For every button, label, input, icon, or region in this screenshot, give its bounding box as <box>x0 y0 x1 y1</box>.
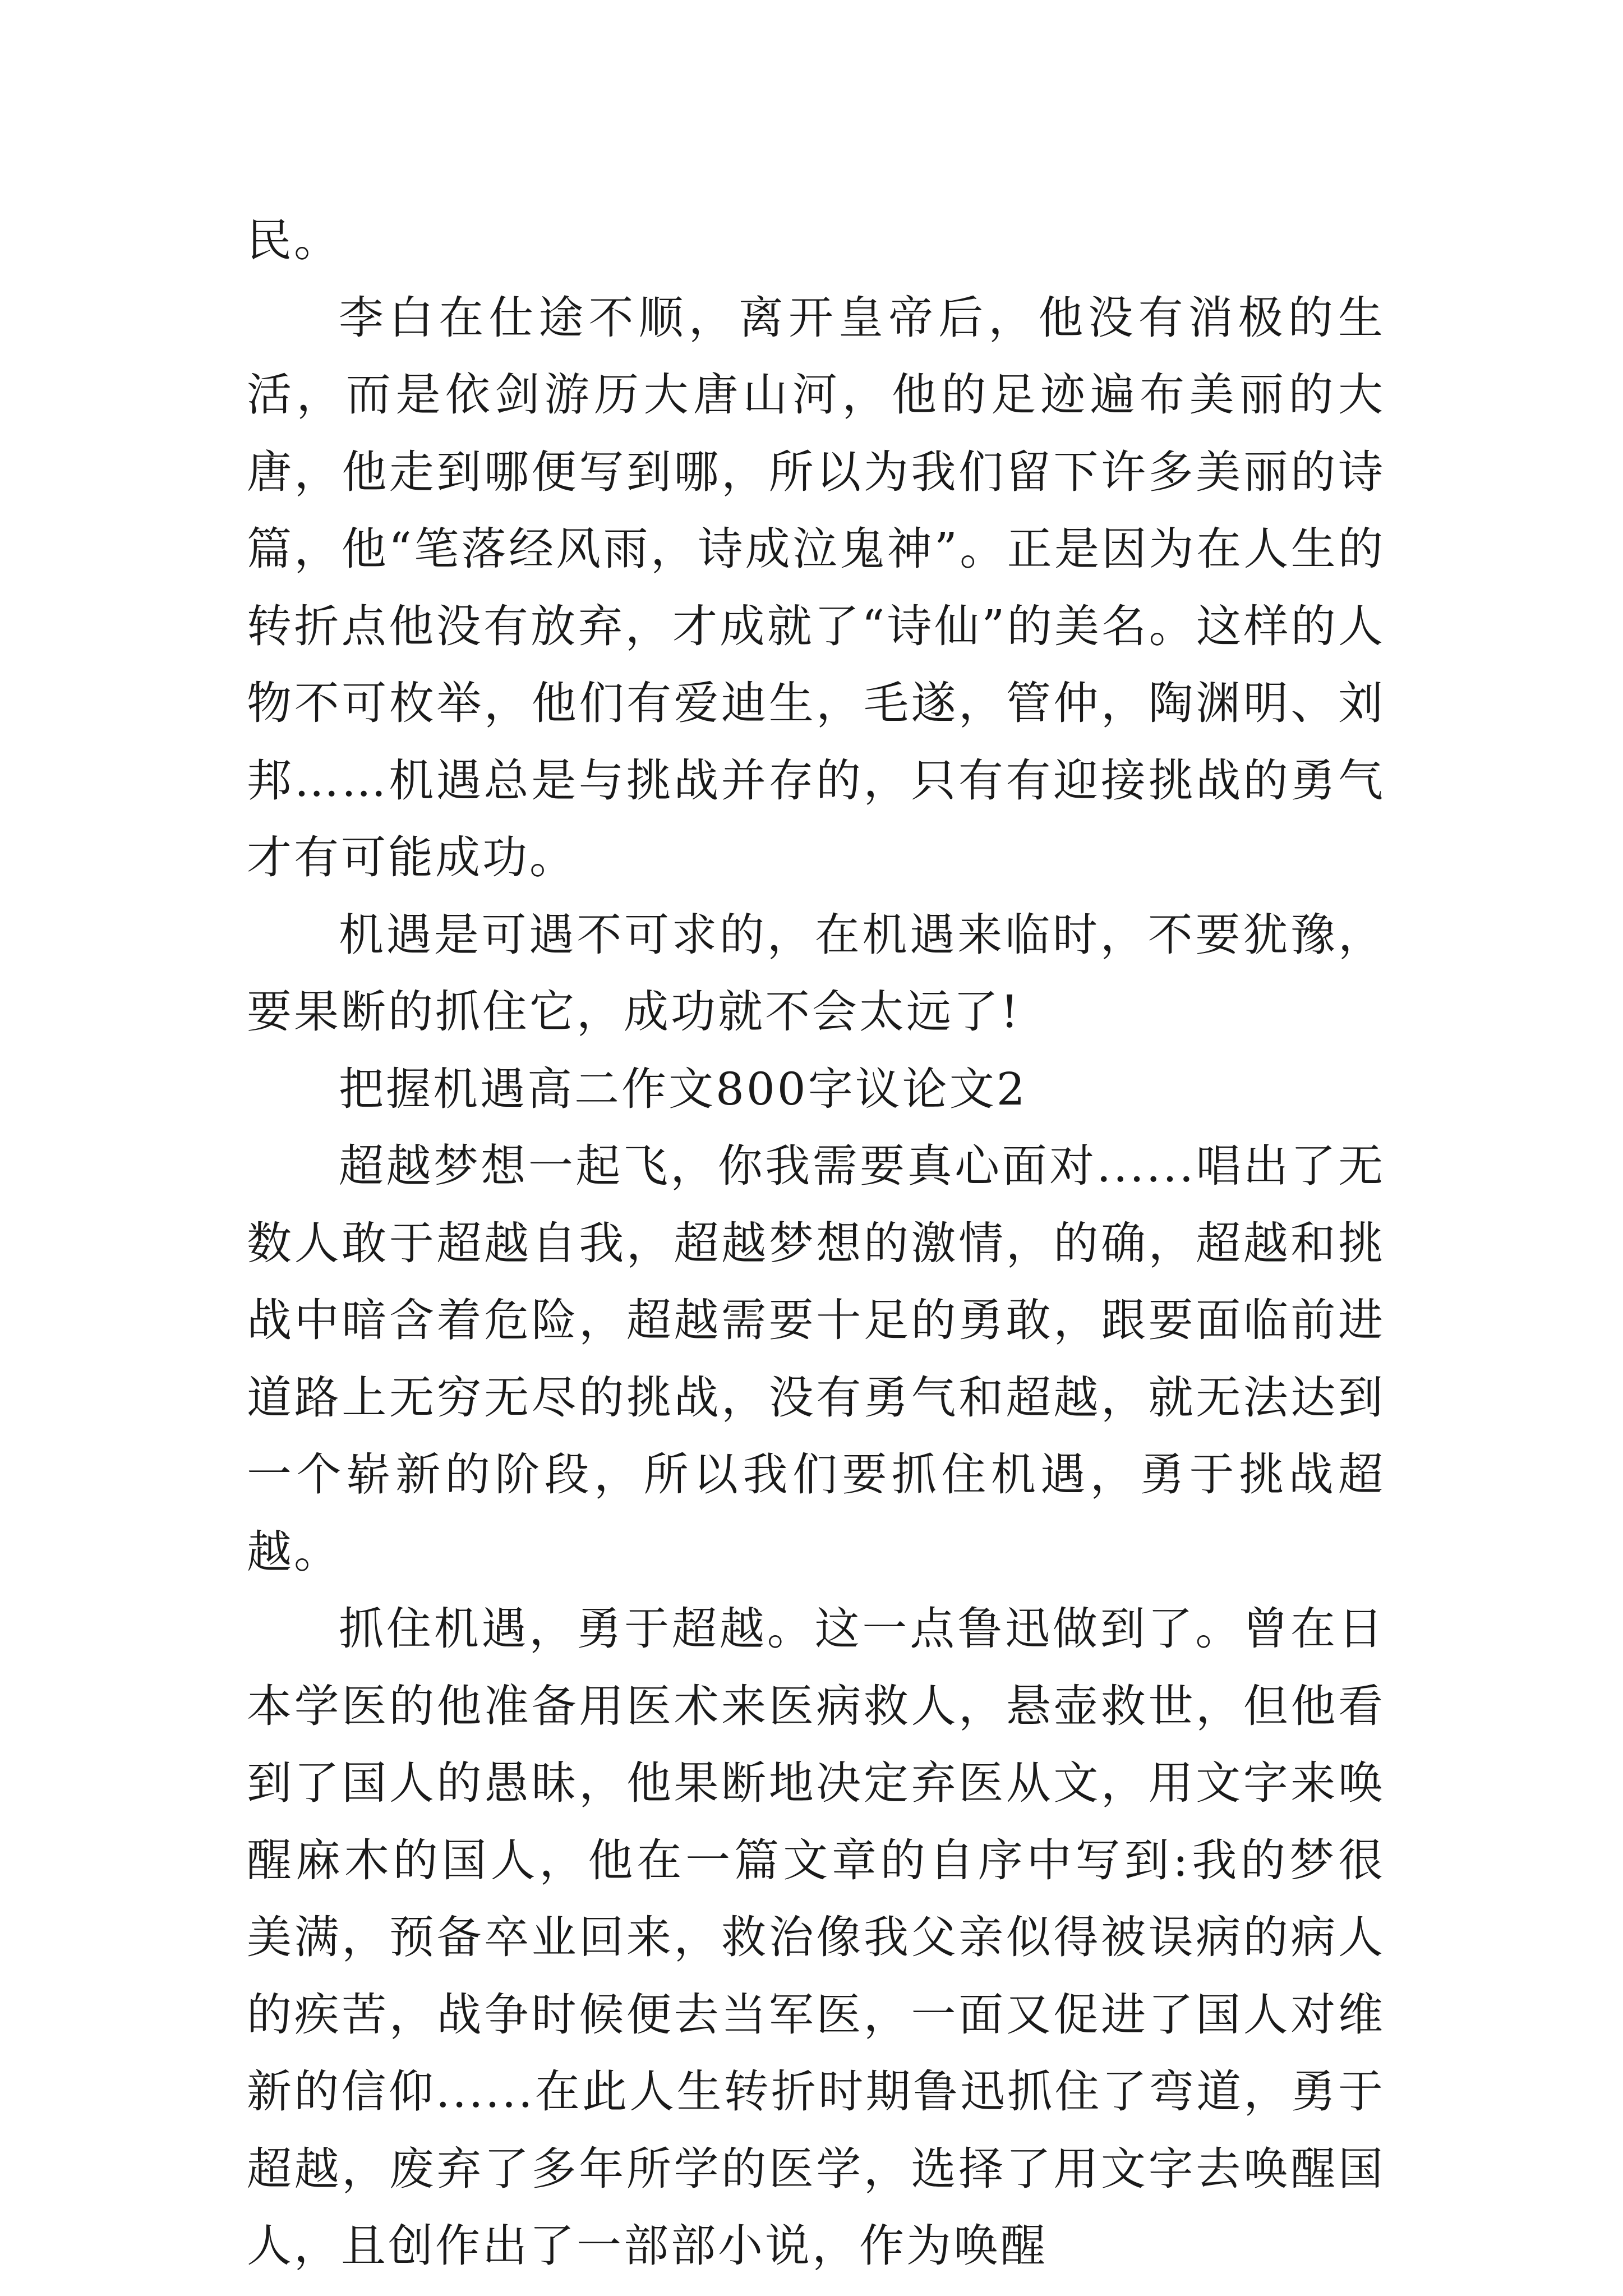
paragraph: 机遇是可遇不可求的，在机遇来临时，不要犹豫，要果断的抓住它，成功就不会太远了! <box>247 908 1385 1038</box>
document-body <box>247 202 1385 2285</box>
paragraph: 抓住机遇，勇于超越。这一点鲁迅做到了。曾在日本学医的他准备用医术来医病救人，悬壶救世，但他看到了国人的愚昧，他果断地决定弃医从文，用文字来唤醒麻木的国人，他在一篇文章的自序中写到:我的梦很美满，预备卒业回来，救治像我父亲似得被误病的病人的疾苦，战争时候便去当军医，一面又促进了国人对维新的信仰......在此人生转折时期鲁迅抓住了弯道，勇于超越，废弃了多年所学的医学，选择了用文字去唤醒国人，且创作出了一部部小说，作为唤醒 <box>247 1603 1385 2272</box>
paragraph: 民。 <box>247 214 341 266</box>
paragraph: 超越梦想一起飞，你我需要真心面对......唱出了无数人敢于超越自我，超越梦想的激情，的确，超越和挑战中暗含着危险，超越需要十足的勇敢，跟要面临前进道路上无穷无尽的挑战，没有勇气和超越，就无法达到一个崭新的阶段，所以我们要抓住机遇，勇于挑战超越。 <box>247 1140 1385 1578</box>
section-heading: 把握机遇高二作文800字议论文2 <box>339 1062 1027 1115</box>
paragraph: 李白在仕途不顺，离开皇帝后，他没有消极的生活，而是依剑游历大唐山河，他的足迹遍布美丽的大唐，他走到哪便写到哪，所以为我们留下许多美丽的诗篇，他“笔落经风雨，诗成泣鬼神”。正是因为在人生的转折点他没有放弃，才成就了“诗仙”的美名。这样的人物不可枚举，他们有爱迪生，毛遂，管仲，陶渊明、刘邦……机遇总是与挑战并存的，只有有迎接挑战的勇气才有可能成功。 <box>247 291 1385 884</box>
